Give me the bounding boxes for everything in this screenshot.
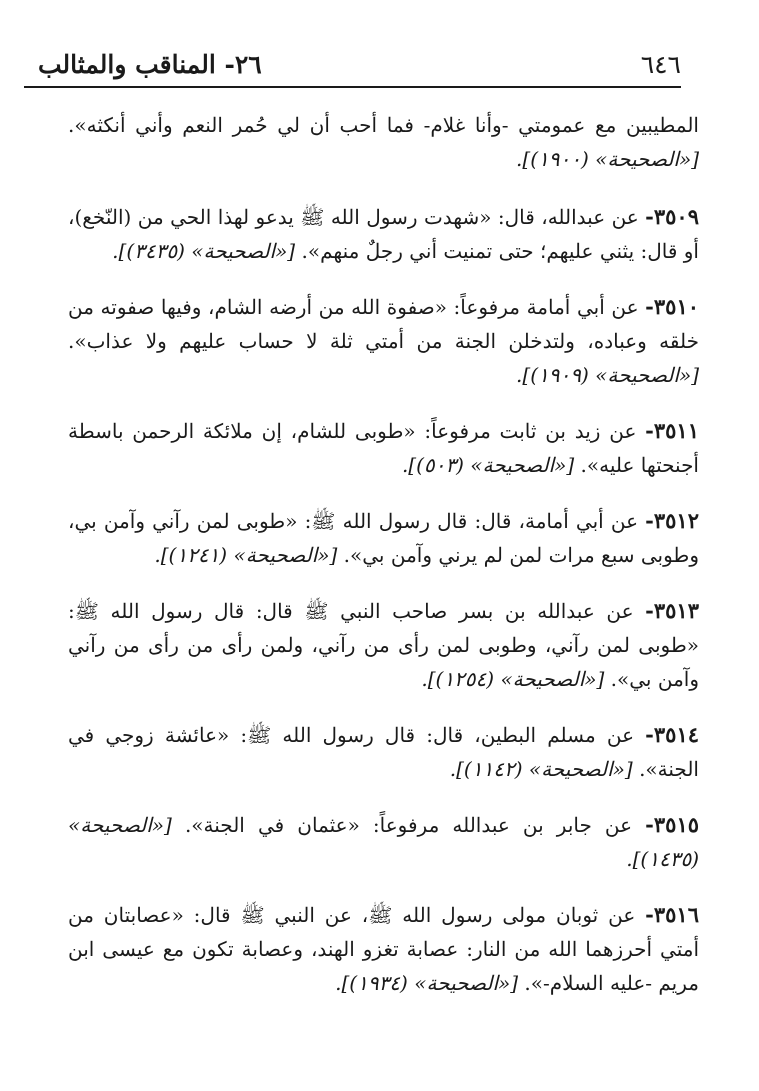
entry-text: عن جابر بن عبدالله مرفوعاً: «عثمان في الجنة». <box>184 813 633 837</box>
page-body <box>68 108 699 1022</box>
page-number: ٦٤٦ <box>640 50 681 79</box>
hadith-entry <box>68 504 699 572</box>
entry-text: عن ثوبان مولى رسول الله ﷺ، عن النبي ﷺ قال: «عصابتان من أمتي أحرزهما الله من النار: عصابة تغزو الهند، وعصابة تكون مع عيسى ابن مريم -عليه السلام-». <box>68 903 699 995</box>
hadith-entry <box>68 718 699 786</box>
entry-number: ٣٥١٦- <box>645 902 699 927</box>
citation: [«الصحيحة» (١١٤٢)]. <box>449 757 633 781</box>
entry-number: ٣٥١١- <box>645 418 699 443</box>
citation: [«الصحيحة» (١٢٥٤)]. <box>421 667 605 691</box>
continued-paragraph <box>68 108 699 176</box>
hadith-entry <box>68 290 699 392</box>
hadith-entry <box>68 594 699 696</box>
entry-number: ٣٥٠٩- <box>645 204 699 229</box>
entry-text: عن أبي أمامة، قال: قال رسول الله ﷺ: «طوبى لمن رآني وآمن بي، وطوبى سبع مرات لمن لم يرني وآمن بي». <box>68 509 699 567</box>
citation: [«الصحيحة» (١٢٤١)]. <box>154 543 338 567</box>
hadith-entry <box>68 200 699 268</box>
page-header <box>24 44 681 88</box>
citation: [«الصحيحة» (١٩٠٠)]. <box>516 147 699 171</box>
entry-number: ٣٥١٥- <box>645 812 700 837</box>
hadith-entry <box>68 414 699 482</box>
citation: [«الصحيحة» (٥٠٣)]. <box>401 453 575 477</box>
citation: [«الصحيحة» (٣٤٣٥)]. <box>112 239 296 263</box>
hadith-entry <box>68 808 699 876</box>
entry-text: عن أبي أمامة مرفوعاً: «صفوة الله من أرضه الشام، وفيها صفوته من خلقه وعباده، ولتدخلن الجنة من أمتي ثلة لا حساب عليهم ولا عذاب». <box>68 295 699 353</box>
citation: [«الصحيحة» (١٤٣٥)]. <box>68 813 699 871</box>
citation: [«الصحيحة» (١٩٣٤)]. <box>335 971 519 995</box>
entry-text: عن عبدالله بن بسر صاحب النبي ﷺ قال: قال رسول الله ﷺ: «طوبى لمن رآني، وطوبى لمن رأى من رآني، ولمن رأى من رأى من رآني وآمن بي». <box>68 599 699 691</box>
entry-number: ٣٥١٣- <box>645 598 699 623</box>
entry-text: عن مسلم البطين، قال: قال رسول الله ﷺ: «عائشة زوجي في الجنة». <box>68 723 699 781</box>
entry-number: ٣٥١٠- <box>645 294 700 319</box>
entry-text: عن زيد بن ثابت مرفوعاً: «طوبى للشام، إن ملائكة الرحمن باسطة أجنحتها عليه». <box>68 419 699 477</box>
entry-number: ٣٥١٢- <box>645 508 699 533</box>
chapter-title: ٢٦- المناقب والمثالب <box>38 50 262 79</box>
entry-number: ٣٥١٤- <box>645 722 700 747</box>
hadith-entry <box>68 898 699 1000</box>
citation: [«الصحيحة» (١٩٠٩)]. <box>516 363 699 387</box>
entry-text: عن عبدالله، قال: «شهدت رسول الله ﷺ يدعو لهذا الحي من (النّخع)، أو قال: يثني عليهم؛ حتى تمنيت أني رجلٌ منهم». <box>68 205 699 263</box>
paragraph-text: المطيبين مع عمومتي -وأنا غلام- فما أحب أن لي حُمر النعم وأني أنكثه». <box>68 113 699 137</box>
